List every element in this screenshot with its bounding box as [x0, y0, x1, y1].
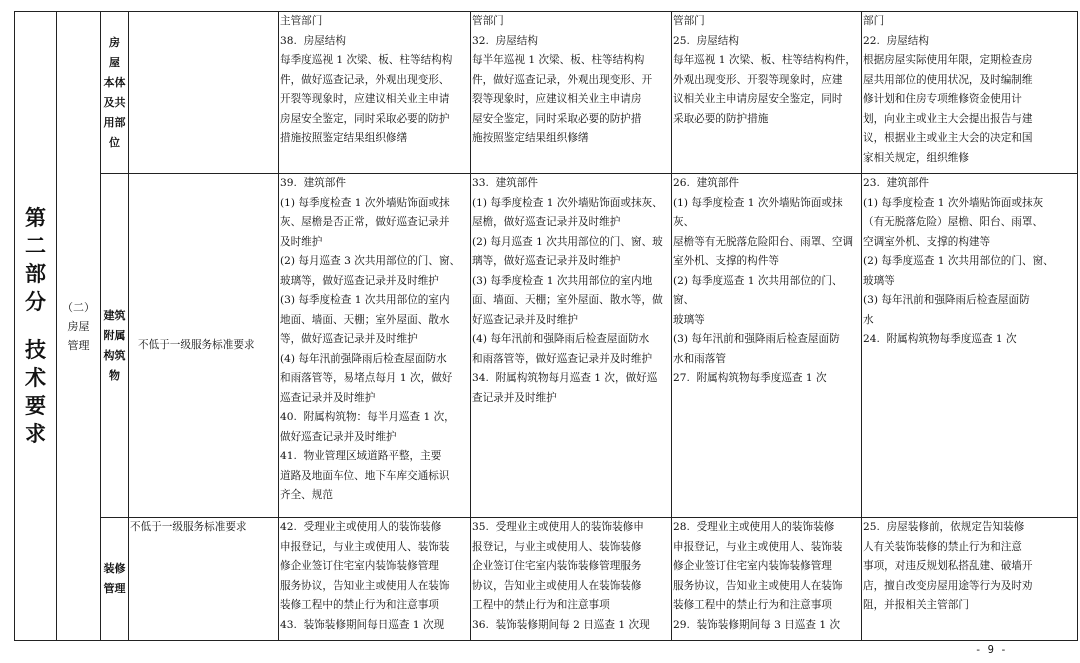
- grade-cell: [862, 174, 1078, 518]
- grade-cell: [279, 174, 471, 518]
- standard-text: 不低于一级服务标准要求: [138, 338, 255, 351]
- grade-text-line: 件，做好巡查记录，外观出现变形、: [280, 73, 450, 86]
- grade-text-line: 每季度巡视 1 次梁、板、柱等结构构: [280, 54, 453, 66]
- grade-text-line: 室外机、支撑的构件等: [673, 255, 779, 267]
- grade-text-line: 24. 附属构筑物每季度巡查 1 次: [863, 333, 1017, 345]
- grade-text-line: (4) 每年汛前强降雨后检查屋面防水: [280, 352, 447, 365]
- grade-text-line: 查记录并及时维护: [472, 391, 557, 404]
- grade-text-line: 装修工程中的禁止行为和注意事项: [673, 599, 832, 611]
- grade-cell: [672, 174, 862, 518]
- grade-text-line: 每年巡视 1 次梁、板、柱等结构构件，: [673, 54, 856, 66]
- grade-text-line: (2) 每月巡查 1 次共用部位的门、窗、玻: [472, 235, 663, 248]
- grade-text-line: 40. 附属构筑物：每半月巡查 1 次，: [280, 411, 455, 423]
- grade-cell: [279, 518, 471, 641]
- grade-text-line: 水和雨落管: [673, 352, 726, 365]
- grade-text-line: 25. 房屋装修前，依规定告知装修: [863, 521, 1025, 533]
- grade-text-line: 玻璃等: [863, 274, 895, 287]
- grade-text-line: 修企业签订住宅室内装饰装修管理: [280, 560, 439, 572]
- table-row: [15, 12, 1078, 174]
- grade-text-line: 地面、墙面、天棚；室外屋面、散水: [280, 313, 450, 326]
- grade-text-line: (2) 每季度巡查 1 次共用部位的门、窗、: [673, 274, 843, 306]
- grade-text-line: 采取必要的防护措施: [673, 112, 769, 125]
- subcategory-line: 装修: [103, 562, 126, 575]
- grade-text-line: (3) 每年汛前和强降雨后检查屋面防: [673, 333, 840, 345]
- grade-text-line: 26. 建筑部件: [673, 177, 739, 189]
- grade-text-line: 及时维护: [280, 235, 323, 248]
- grade-text-line: 店，擅自改变房屋用途等行为及时劝: [863, 579, 1033, 592]
- page-number: - 9 -: [975, 644, 1007, 656]
- grade-text-line: (2) 每季度巡查 1 次共用部位的门、窗、: [863, 255, 1054, 267]
- grade-text-line: 32. 房屋结构: [472, 34, 538, 47]
- grade-text-line: 屋安全鉴定，同时采取必要的防护措: [472, 112, 642, 125]
- part-title-char: 术: [25, 365, 46, 390]
- standard-cell: [129, 174, 279, 518]
- grade-text-line: 36. 装饰装修期间每 2 日巡查 1 次现: [472, 618, 650, 631]
- grade-text-line: 修企业签订住宅室内装饰装修管理: [673, 560, 832, 572]
- grade-text-line: (4) 每年汛前和强降雨后检查屋面防水: [472, 333, 650, 345]
- subcategory-cell: [101, 12, 129, 174]
- management-label-line: 管理: [67, 338, 90, 352]
- grade-text-line: (1) 每季度检查 1 次外墙贴饰面或抹灰、: [673, 196, 843, 228]
- subcategory-line: 位: [109, 135, 120, 149]
- part-title-char: 求: [25, 421, 46, 446]
- subcategory-line: 及共: [103, 95, 126, 109]
- standard-cell: [129, 12, 279, 174]
- subcategory-line: 本体: [103, 75, 126, 89]
- grade-text-line: 事项，对违反规划私搭乱建、破墙开: [863, 560, 1033, 572]
- grade-text-line: 27. 附属构筑物每季度巡查 1 次: [673, 372, 827, 384]
- grade-text-line: 屋共用部位的使用状况，及时编制维: [863, 73, 1033, 86]
- grade-text-line: 申报登记，与业主或使用人、装饰装: [280, 540, 450, 553]
- grade-text-line: 齐全、规范: [280, 489, 333, 501]
- grade-text-line: 报登记，与业主或使用人、装饰装修: [472, 540, 642, 553]
- subcategory-line: 建筑: [103, 308, 126, 322]
- subcategory-line: 房 屋: [109, 35, 120, 69]
- grade-text-line: 22. 房屋结构: [863, 34, 929, 47]
- grade-text-line: 43. 装饰装修期间每日巡查 1 次现: [280, 618, 445, 631]
- part-title-char: 分: [25, 289, 46, 314]
- management-label-line: （二）: [62, 300, 95, 314]
- grade-text-line: 工程中的禁止行为和注意事项: [472, 599, 610, 611]
- standards-table-page: [14, 11, 1077, 640]
- grade-text-line: 主管部门: [280, 15, 323, 27]
- grade-text-line: 外观出现变形、开裂等现象时，应建: [673, 73, 843, 86]
- grade-text-line: 修计划和住房专项维修资金使用计: [863, 93, 1022, 105]
- grade-cell: [279, 12, 471, 174]
- grade-text-line: 28. 受理业主或使用人的装饰装修: [673, 521, 835, 533]
- grade-text-line: 水: [863, 313, 874, 326]
- subcategory-cell: [101, 174, 129, 518]
- grade-text-line: 阻，并报相关主管部门: [863, 599, 969, 611]
- grade-text-line: 空调室外机、支撑的构建等: [863, 235, 991, 248]
- grade-text-line: 42. 受理业主或使用人的装饰装修: [280, 521, 442, 533]
- subcategory-line: 构筑: [103, 348, 126, 362]
- part-title-char: 技: [25, 337, 46, 362]
- grade-text-line: 装修工程中的禁止行为和注意事项: [280, 599, 439, 611]
- grade-text-line: (3) 每季度检查 1 次共用部位的室内: [280, 294, 450, 306]
- grade-text-line: 部门: [863, 15, 885, 27]
- management-label-line: 房屋: [67, 319, 90, 333]
- grade-text-line: 面、墙面、天棚；室外屋面、散水等，做: [472, 294, 663, 306]
- part-title-cell: [15, 12, 57, 641]
- grade-cell: [672, 12, 862, 174]
- part-title-char: 要: [25, 393, 46, 418]
- grade-cell: [471, 518, 672, 641]
- grade-text-line: 服务协议，告知业主或使用人在装饰: [280, 579, 450, 592]
- grade-text-line: 25. 房屋结构: [673, 34, 739, 47]
- grade-text-line: 等，做好巡查记录并及时维护: [280, 333, 418, 345]
- grade-text-line: 划，向业主或业主大会提出报告与建: [863, 112, 1033, 125]
- grade-text-line: 议相关业主申请房屋安全鉴定，同时: [673, 93, 843, 105]
- grade-text-line: 做好巡查记录并及时维护: [280, 430, 397, 443]
- grade-text-line: 开裂等现象时，应建议相关业主申请: [280, 93, 450, 105]
- grade-text-line: (1) 每季度检查 1 次外墙贴饰面或抹灰: [863, 196, 1044, 209]
- grade-text-line: 和雨落管等，易堵点每月 1 次，做好: [280, 372, 453, 384]
- grade-text-line: (1) 每季度检查 1 次外墙贴饰面或抹: [280, 196, 450, 209]
- grade-cell: [471, 12, 672, 174]
- grade-cell: [862, 518, 1078, 641]
- part-title-char: 部: [25, 261, 46, 286]
- grade-text-line: (1) 每季度检查 1 次外墙贴饰面或抹灰、: [472, 196, 663, 209]
- grade-text-line: 每半年巡视 1 次梁、板、柱等结构构: [472, 54, 645, 66]
- grade-text-line: 措施按照鉴定结果组织修缮: [280, 132, 408, 144]
- grade-text-line: 玻璃等: [673, 313, 705, 326]
- grade-text-line: 23. 建筑部件: [863, 177, 929, 189]
- grade-cell: [862, 12, 1078, 174]
- grade-text-line: 管部门: [472, 15, 504, 27]
- grade-text-line: 人有关装饰装修的禁止行为和注意: [863, 540, 1022, 553]
- subcategory-line: 用部: [103, 115, 126, 129]
- management-category-cell: [57, 12, 101, 641]
- grade-text-line: 根据房屋实际使用年限，定期检查房: [863, 54, 1033, 66]
- grade-text-line: 件，做好巡查记录，外观出现变形、开: [472, 73, 653, 86]
- grade-text-line: 璃等，做好巡查记录并及时维护: [472, 255, 621, 267]
- subcategory-cell: [101, 518, 129, 641]
- grade-text-line: 29. 装饰装修期间每 3 日巡查 1 次: [673, 618, 841, 631]
- grade-text-line: 39. 建筑部件: [280, 177, 346, 189]
- subcategory-line: 物: [109, 368, 120, 382]
- part-title-char: 二: [25, 233, 46, 258]
- grade-cell: [471, 174, 672, 518]
- grade-text-line: 好巡查记录并及时维护: [472, 313, 578, 326]
- grade-text-line: 家相关规定，组织维修: [863, 151, 969, 164]
- standard-text: 不低于一级服务标准要求: [130, 521, 247, 533]
- subcategory-line: 管理: [103, 582, 126, 595]
- subcategory-line: 附属: [103, 328, 126, 342]
- standard-cell: [129, 518, 279, 641]
- grade-text-line: 34. 附属构筑物每月巡查 1 次，做好巡: [472, 372, 658, 384]
- grade-cell: [672, 518, 862, 641]
- grade-text-line: 申报登记，与业主或使用人、装饰装: [673, 540, 843, 553]
- grade-text-line: 协议，告知业主或使用人在装饰装修: [472, 579, 642, 592]
- grade-text-line: 施按照鉴定结果组织修缮: [472, 132, 589, 144]
- table-row: [15, 518, 1078, 641]
- grade-text-line: 道路及地面车位、地下车库交通标识: [280, 469, 450, 482]
- standards-table: [14, 11, 1078, 641]
- grade-text-line: (3) 每季度检查 1 次共用部位的室内地: [472, 274, 653, 287]
- grade-text-line: 41. 物业管理区域道路平整，主要: [280, 450, 442, 462]
- grade-text-line: 裂等现象时，应建议相关业主申请房: [472, 93, 642, 105]
- grade-text-line: 灰、屋檐是否正常，做好巡查记录并: [280, 216, 450, 228]
- grade-text-line: 议，根据业主或业主大会的决定和国: [863, 132, 1033, 144]
- grade-text-line: (3) 每年汛前和强降雨后检查屋面防: [863, 294, 1030, 306]
- grade-text-line: (2) 每月巡查 3 次共用部位的门、窗、: [280, 255, 461, 267]
- grade-text-line: 屋檐，做好巡查记录并及时维护: [472, 216, 621, 228]
- grade-text-line: （有无脱落危险）屋檐、阳台、雨罩、: [863, 216, 1044, 228]
- grade-text-line: 企业签订住宅室内装饰装修管理服务: [472, 560, 642, 572]
- grade-text-line: 房屋安全鉴定，同时采取必要的防护: [280, 112, 450, 125]
- grade-text-line: 玻璃等，做好巡查记录并及时维护: [280, 274, 439, 287]
- grade-text-line: 38. 房屋结构: [280, 34, 346, 47]
- table-row: [15, 174, 1078, 518]
- grade-text-line: 和雨落管等，做好巡查记录并及时维护: [472, 352, 653, 365]
- grade-text-line: 服务协议，告知业主或使用人在装饰: [673, 579, 843, 592]
- grade-text-line: 巡查记录并及时维护: [280, 391, 376, 404]
- grade-text-line: 35. 受理业主或使用人的装饰装修申: [472, 521, 644, 533]
- grade-text-line: 屋檐等有无脱落危险阳台、雨罩、空调: [673, 235, 854, 248]
- part-title-char: 第: [25, 205, 46, 230]
- grade-text-line: 33. 建筑部件: [472, 177, 538, 189]
- grade-text-line: 管部门: [673, 15, 705, 27]
